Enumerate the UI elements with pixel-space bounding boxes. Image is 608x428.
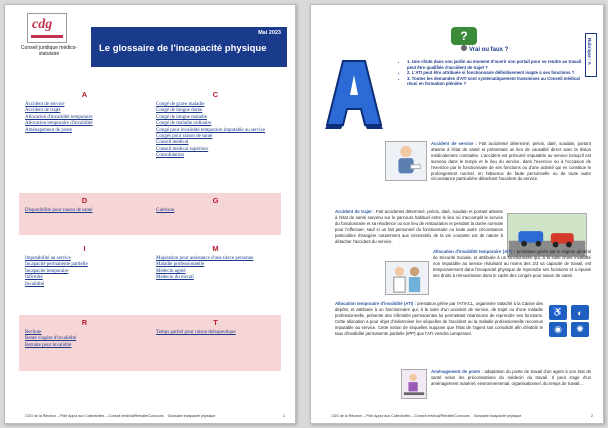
- glossary-link[interactable]: Incapacité permanente partielle: [25, 262, 88, 268]
- logo-subtitle: Conseil juridique médico-statutaire: [20, 45, 78, 57]
- logo-mark: cdg: [27, 13, 67, 43]
- issue-date: Mai 2023: [258, 30, 281, 36]
- letter-column-d: [19, 193, 150, 214]
- section-a-c: [19, 87, 281, 187]
- page-number: 2: [591, 414, 593, 418]
- definition-allocation-invalidite-temporaire: Allocation d'invalidité temporaire (AIT) : prestation gérée par le régime général de Sécurité Sociale, et attribuée à un fonctionnaire qui, à la suite d'une invalidité non imputable au service réduisant au moins des 2/3 sa capacité de travail, est temporairement dans l'incapacité physique de reprendre ses fonctions et a épuisé ses droits à rémunération dans le cadre des congés pour raison de santé.: [433, 249, 591, 278]
- disability-icons: [549, 305, 589, 337]
- letter-heading: M: [212, 244, 219, 253]
- glossary-link[interactable]: Congé de longue maladie: [156, 114, 207, 120]
- quiz-question: • 2. L'ATI peut être attribuée si fonctionnaire définitivement inapte à ses fonctions ?: [407, 70, 585, 76]
- glossary-link[interactable]: Congé de longue durée: [156, 108, 203, 114]
- glossary-link[interactable]: Congé pour invalidité temporaire imputable au service: [156, 127, 266, 133]
- glossary-list: [19, 208, 150, 214]
- letter-column-a: [19, 87, 150, 134]
- page-footer: CDG de la Réunion – Pôle Appui aux Collectivités – Conseil médical/Retraite/Concours Glossaire incapacité physique 1: [25, 414, 285, 418]
- glossary-link[interactable]: Congé de maladie ordinaire: [156, 121, 212, 127]
- glossary-link[interactable]: Accident de service: [25, 102, 65, 107]
- definition-accident-de-service: Accident de service : Fait accidentel déterminé, précis, daté, soudain, portant atteinte à l'état de santé et présentant un lien de causalité direct avec la lésion médicalement constatée. L'accident est présumé imputable au service lorsqu'il est survenu dans le temps et le lieu du service, dans l'exercice ou à l'occasion de l'exercice par le fonctionnaire de ses fonctions ou d'une activité qui en constitue le prolongement normal, en l'absence de faute personnelle ou de toute autre circonstance particulière détachant l'accident du service.: [431, 141, 591, 182]
- glossary-link[interactable]: Infirmité: [25, 275, 43, 281]
- letter-heading: T: [213, 318, 218, 327]
- wheelchair-icon: ♿: [549, 305, 567, 320]
- glossary-link[interactable]: Aménagement de poste: [25, 127, 72, 133]
- medical-staff-image-icon: [385, 261, 429, 295]
- glossary-link[interactable]: Congés pour raison de santé: [156, 134, 213, 140]
- glossary-link[interactable]: Guérison: [156, 208, 175, 213]
- page-footer: CDG de la Réunion – Pôle Appui aux Collectivités – Conseil médical/Retraite/Concours Glossaire incapacité physique 2: [331, 414, 593, 418]
- svg-text:?: ?: [460, 29, 468, 43]
- glossary-list: [19, 256, 150, 288]
- glossary-list: [150, 208, 281, 214]
- letter-heading: A: [81, 90, 88, 99]
- page-number: 1: [283, 414, 285, 418]
- glossary-page-2: [310, 4, 604, 424]
- glossary-link[interactable]: Consolidation: [156, 153, 185, 159]
- glossary-link[interactable]: Médecin agréé: [156, 268, 186, 274]
- glossary-link[interactable]: Invalidité: [25, 281, 45, 287]
- hearing-icon: ◐: [571, 305, 589, 320]
- glossary-link[interactable]: Accident de trajet: [25, 108, 61, 114]
- letter-heading: C: [212, 90, 219, 99]
- glossary-link[interactable]: Majoration pour assistance d'une tierce personne: [156, 256, 254, 261]
- section-i-m: [19, 241, 281, 305]
- true-false-heading: Vrai ou faux ?: [469, 47, 509, 53]
- letter-a-illustration-icon: [325, 57, 383, 129]
- glossary-link[interactable]: Congé de grave maladie: [156, 102, 205, 107]
- letter-column-g: [150, 193, 281, 214]
- title-banner: [91, 27, 287, 67]
- glossary-link[interactable]: Imputabilité au service: [25, 256, 71, 261]
- page-title: Le glossaire de l'incapacité physique: [99, 43, 267, 54]
- glossary-list: [19, 330, 150, 349]
- glossary-link[interactable]: Rechute: [25, 330, 42, 335]
- mental-icon: ✺: [571, 322, 589, 337]
- injured-worker-image-icon: [385, 141, 427, 181]
- glossary-link[interactable]: Conseil médical supérieur: [156, 146, 209, 152]
- glossary-link[interactable]: Rente viagère d'invalidité: [25, 336, 77, 342]
- definition-amenagement-de-poste: Aménagement de poste : adaptation du poste de travail d'un agent à son état de santé selon les préconisations du médecin du travail. Il peut s'agir d'un aménagement matériel, environnemental, organisationnel, du temps de travail…: [431, 369, 591, 386]
- glossary-link[interactable]: Temps partiel pour raison thérapeutique: [156, 330, 236, 335]
- letter-heading: D: [81, 196, 88, 205]
- glossary-page-1: [4, 4, 296, 424]
- definition-allocation-temporaire-invalidite: Allocation temporaire d'invalidité (ATI) : prestation gérée par l'ATIACL, organisme rattaché à la Caisse des dépôts, et attribuée à un fonctionnaire qui, à la suite d'un accident de service, de trajet ou d'une maladie professionnelle, présente des infirmités permanentes lui permettant néanmoins de reprendre ses fonctions. Cette allocation a pour objet d'indemniser les séquelles de l'accident ou la maladie professionnelle reconnus imputable au service. Cette notion de séquelles suppose que l'état de l'agent soit consolidé afin d'établir le taux d'invalidité permanente partielle (IPP) que l'ATI viendra compenser.: [335, 301, 544, 336]
- letter-heading: G: [212, 196, 219, 205]
- glossary-list: [150, 256, 281, 282]
- visual-icon: ◉: [549, 322, 567, 337]
- letter-column-c: [150, 87, 281, 160]
- quiz-questions: [397, 59, 585, 87]
- workstation-image-icon: [401, 369, 427, 399]
- glossary-link[interactable]: Retraite pour invalidité: [25, 342, 72, 348]
- quiz-question: • 3. Toutes les demandes d'ATI sont systématiquement transmises au Conseil médical réuni en formation plénière ?: [407, 76, 585, 87]
- cdg-logo: [17, 13, 81, 57]
- glossary-list: [150, 330, 281, 336]
- section-r-t: [19, 315, 281, 371]
- definition-accident-de-trajet: Accident de trajet : Fait accidentel déterminé, précis, daté, soudain et portant atteinte à l'état de santé survenu sur le parcours habituel entre le lieu où s'accomplit le service du fonctionnaire et sa résidence ou son lieu de restauration et pendant la durée normale pour l'effectuer, sauf si un fait personnel du fonctionnaire ou toute autre circonstance particulière étrangère notamment aux nécessités de la vie courante est de nature à détacher l'accident du service.: [335, 209, 503, 244]
- glossary-link[interactable]: Incapacité temporaire: [25, 268, 69, 274]
- glossary-link[interactable]: Maladie professionnelle: [156, 262, 205, 268]
- letter-heading: I: [83, 244, 86, 253]
- quiz-question: • 1. Une chute dans son jardin au moment d'ouvrir son portail pour se rendre au travail peut être qualifiée d'accident de trajet ?: [407, 59, 585, 70]
- section-d-g: [19, 193, 281, 235]
- letter-column-t: [150, 315, 281, 336]
- letter-column-i: [19, 241, 150, 288]
- glossary-link[interactable]: Allocation d'invalidité temporaire: [25, 114, 93, 120]
- glossary-list: [19, 102, 150, 134]
- glossary-link[interactable]: Conseil médical: [156, 140, 189, 146]
- rubric-tab: Rubrique : A: [585, 33, 597, 77]
- glossary-link[interactable]: Disponibilité pour raison de santé: [25, 208, 93, 213]
- letter-heading: R: [81, 318, 88, 327]
- letter-column-m: [150, 241, 281, 282]
- glossary-link[interactable]: Médecin du travail: [156, 275, 194, 281]
- glossary-list: [150, 102, 281, 160]
- glossary-link[interactable]: Allocation temporaire d'invalidité: [25, 121, 93, 127]
- letter-column-r: [19, 315, 150, 349]
